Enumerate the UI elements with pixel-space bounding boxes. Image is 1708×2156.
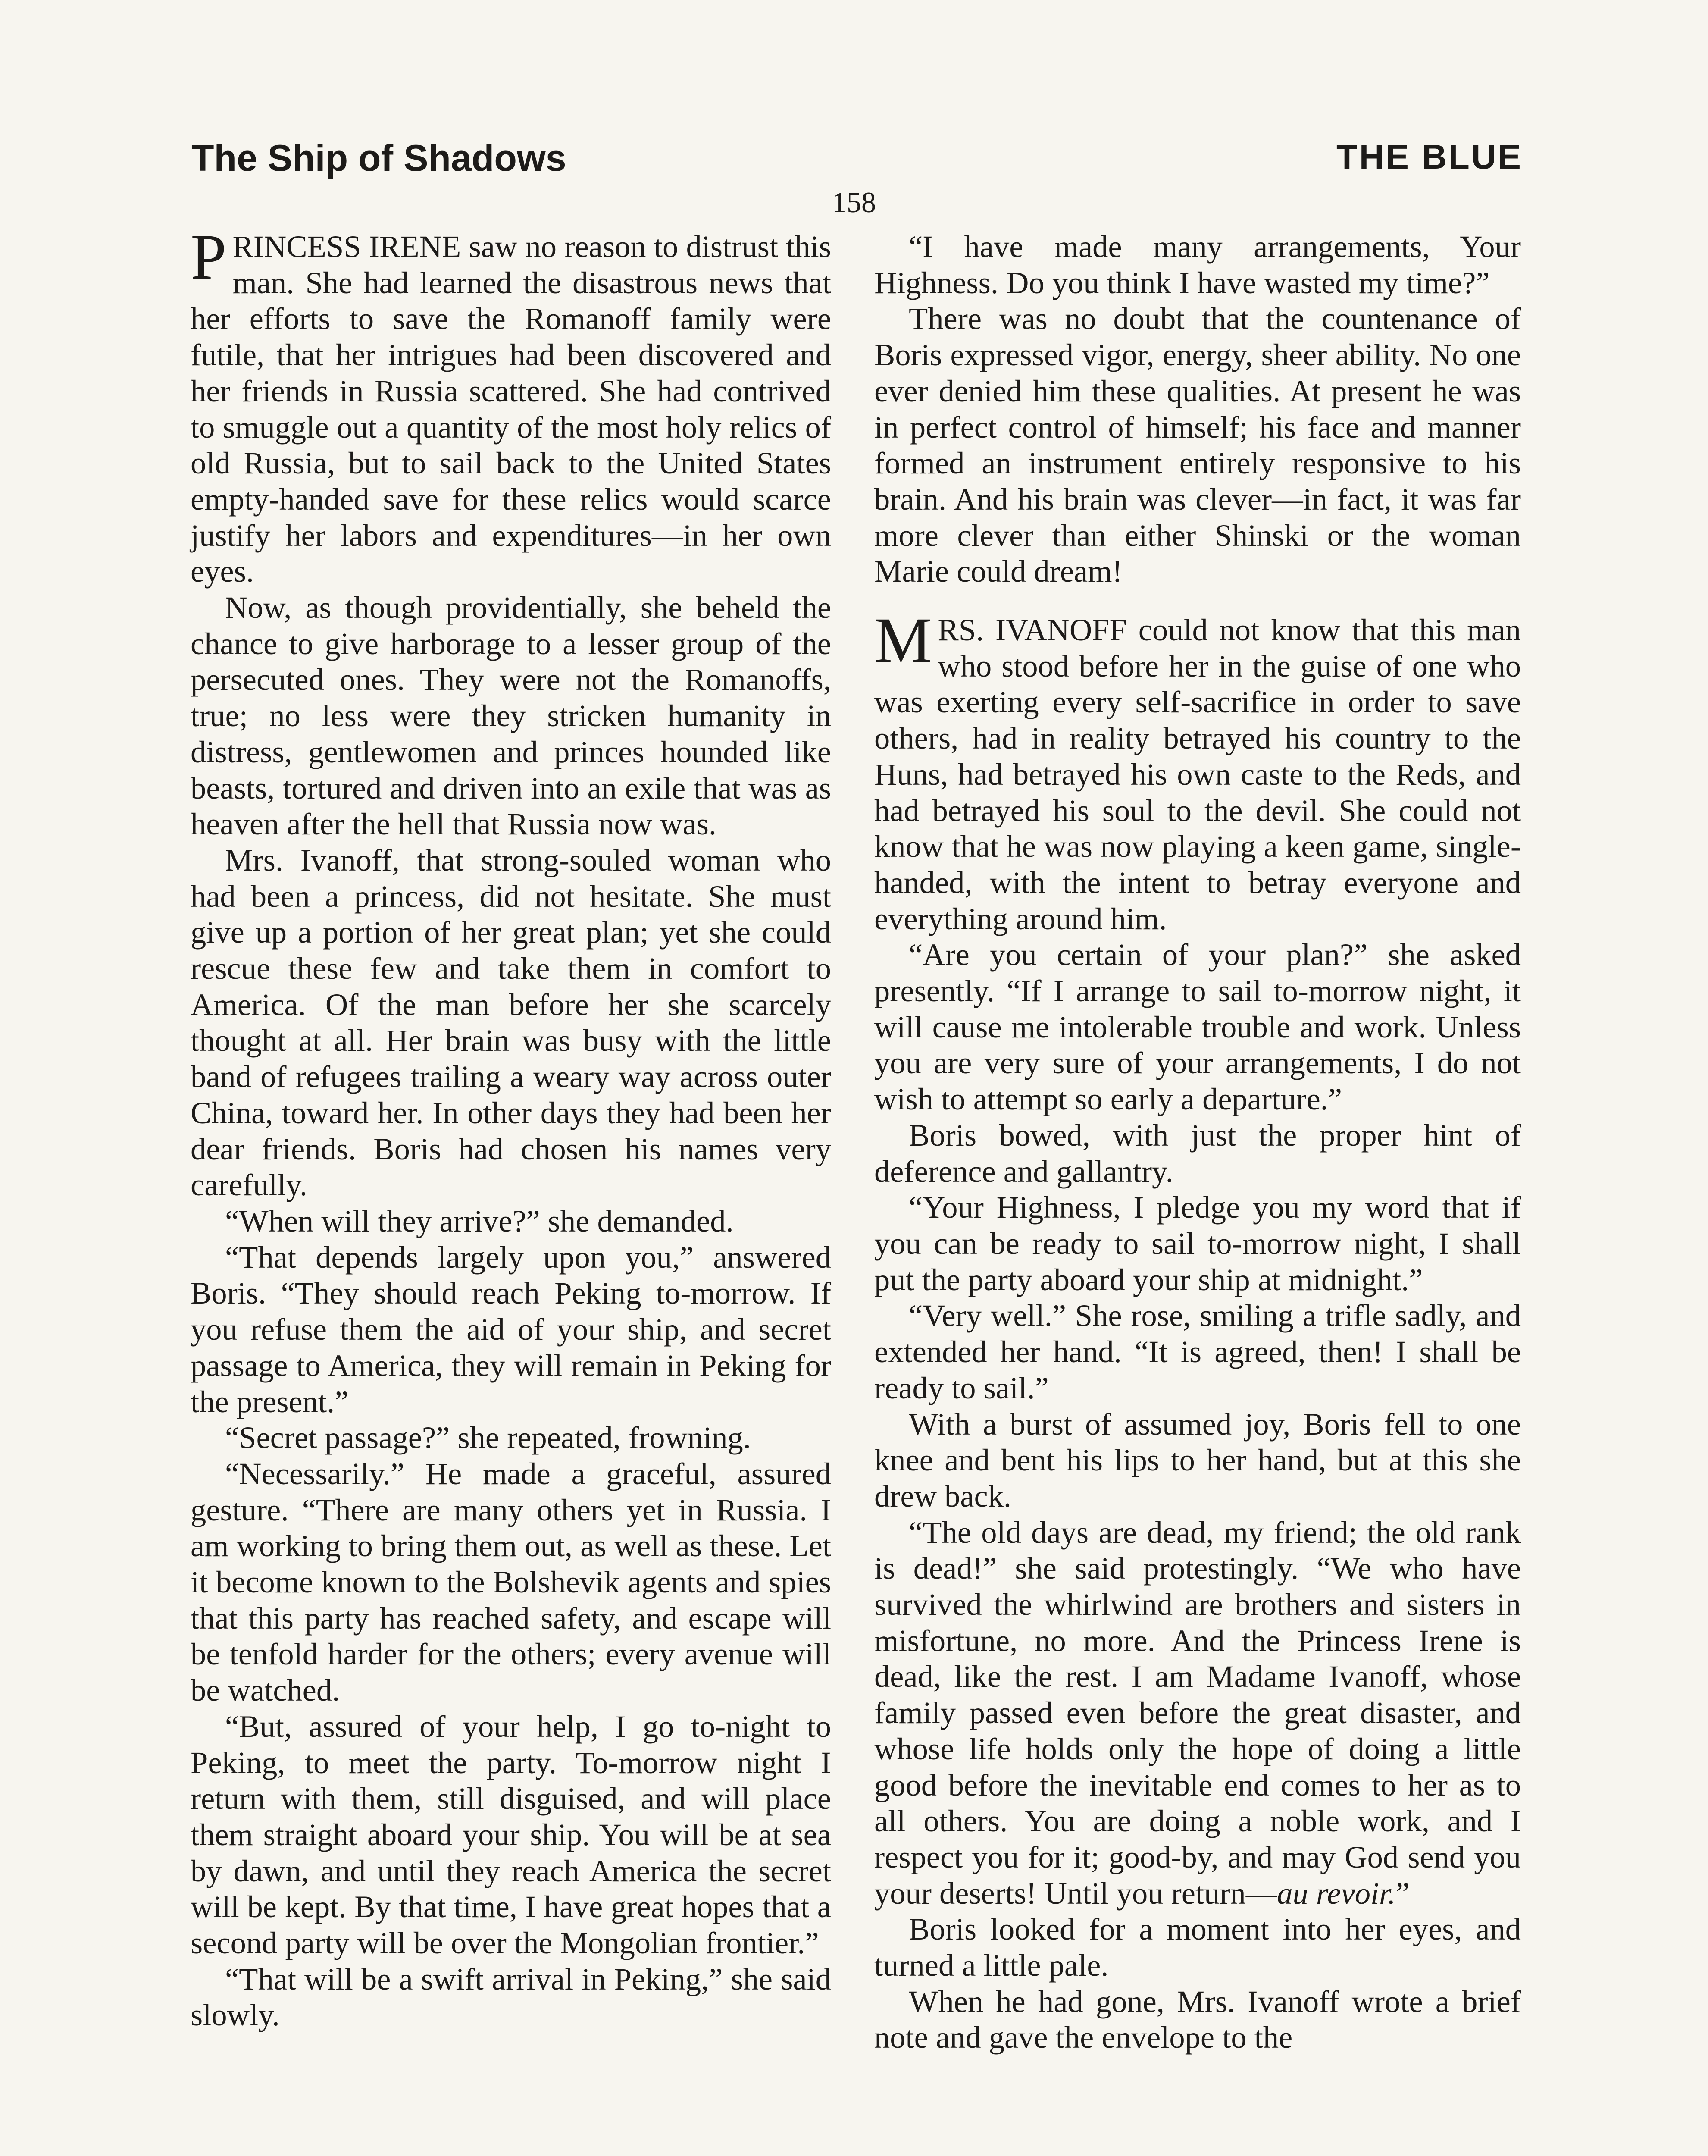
paragraph: Boris looked for a moment into her eyes, and turned a little pale. [874,1912,1521,1983]
paragraph: “Necessarily.” He made a graceful, assured gesture. “There are many others yet in Russia. I am working to bring them out, as well as these. Let it become known to the Bolshevik agents and spies that this party has reached safety, and escape will be tenfold harder for the others; every avenue will be watched. [191,1456,831,1708]
left-column [191,221,831,2033]
paragraph: “But, assured of your help, I go to-night to Peking, to meet the party. To-morrow night I return with them, still disguised, and will place them straight aboard your ship. You will be at sea by dawn, and until they reach America the secret will be kept. By that time, I have great hopes that a second party will be over the Mongolian frontier.” [191,1708,831,1961]
paragraph: “Are you certain of your plan?” she asked presently. “If I arrange to sail to-morrow night, it will cause me intolerable trouble and work. Unless you are very sure of your arrangements, I do not wish to attempt so early a departure.” [874,937,1521,1117]
story-title: The Ship of Shadows [191,138,566,179]
paragraph [191,221,831,589]
paragraph: Now, as though providentially, she beheld the chance to give harborage to a lesser group of the persecuted ones. They were not the Romanoffs, true; no less were they stricken humanity in distress, gentlewomen and princes hounded like beasts, tortured and driven into an exile that was as heaven after the hell that Russia now was. [191,590,831,842]
closing-quote: ” [1395,1875,1410,1911]
page-number: 158 [832,186,876,219]
paragraph: “When will they arrive?” she demanded. [225,1203,734,1238]
italic-phrase: au revoir. [1277,1875,1396,1911]
section-break [874,589,1521,612]
paragraph [874,605,1521,937]
drop-cap: M [874,605,932,677]
paragraph: “Very well.” She rose, smiling a trifle sadly, and extended her hand. “It is agreed, then! I shall be ready to sail.” [874,1298,1521,1405]
paragraph: “Secret passage?” she repeated, frowning. [225,1420,751,1455]
paragraph: “I have made many arrangements, Your Highness. Do you think I have wasted my time?” [874,229,1521,300]
drop-cap: P [191,221,227,293]
paragraph-text: “The old days are dead, my friend; the old rank is dead!” she said protestingly. “We who have survived the whirlwind are brothers and sisters in misfortune, no more. And the Princess Irene is dead, like the rest. I am Madame Ivanoff, whose family passed even before the great disaster, and whose life holds only the hope of doing a little good before the inevitable end comes to her as to all others. You are doing a noble work, and I respect you for it; good-by, and may God send you your deserts! Until you return— [874,1514,1521,1911]
right-column [874,229,1521,2056]
paragraph: When he had gone, Mrs. Ivanoff wrote a brief note and gave the envelope to the [874,1984,1521,2055]
paragraph: “That depends largely upon you,” answered Boris. “They should reach Peking to-morrow. If you refuse them the aid of your ship, and secret passage to America, they will remain in Peking for the present.” [191,1239,831,1419]
paragraph: With a burst of assumed joy, Boris fell to one knee and bent his lips to her hand, but at this she drew back. [874,1406,1521,1514]
paragraph-text: RINCESS IRENE saw no reason to distrust this man. She had learned the disastrous news that her efforts to save the Romanoff family were futile, that her intrigues had been discovered and her friends in Russia scattered. She had contrived to smuggle out a quantity of the most holy relics of old Russia, but to sail back to the United States empty-handed save for these relics would scarce justify her labors and expenditures—in her own eyes. [191,229,831,589]
paragraph: Mrs. Ivanoff, that strong-souled woman who had been a princess, did not hesitate. She must give up a portion of her great plan; yet she could rescue these few and take them in comfort to America. Of the man before her she scarcely thought at all. Her brain was busy with the little band of refugees trailing a weary way across outer China, toward her. In other days they had been her dear friends. Boris had chosen his names very carefully. [191,842,831,1203]
paragraph-text: RS. IVANOFF could not know that this man who stood before her in the guise of one who was exerting every self-sacrifice in order to save others, had in reality betrayed his country to the Huns, had betrayed his own caste to the Reds, and had betrayed his soul to the devil. She could not know that he was now playing a keen game, single-handed, with the intent to betray everyone and everything around him. [874,612,1521,936]
magazine-title: THE BLUE [1336,138,1523,176]
paragraph: There was no doubt that the countenance of Boris expressed vigor, energy, sheer ability. No one ever denied him these qualities. At present he was in perfect control of himself; his face and manner formed an instrument entirely responsive to his brain. And his brain was clever—in fact, it was far more clever than either Shinski or the woman Marie could dream! [874,301,1521,589]
paragraph: “That will be a swift arrival in Peking,” she said slowly. [191,1961,831,2033]
paragraph: Boris bowed, with just the proper hint of deference and gallantry. [874,1117,1521,1189]
paragraph [874,1514,1521,1912]
paragraph: “Your Highness, I pledge you my word that if you can be ready to sail to-morrow night, I shall put the party aboard your ship at midnight.” [874,1190,1521,1297]
